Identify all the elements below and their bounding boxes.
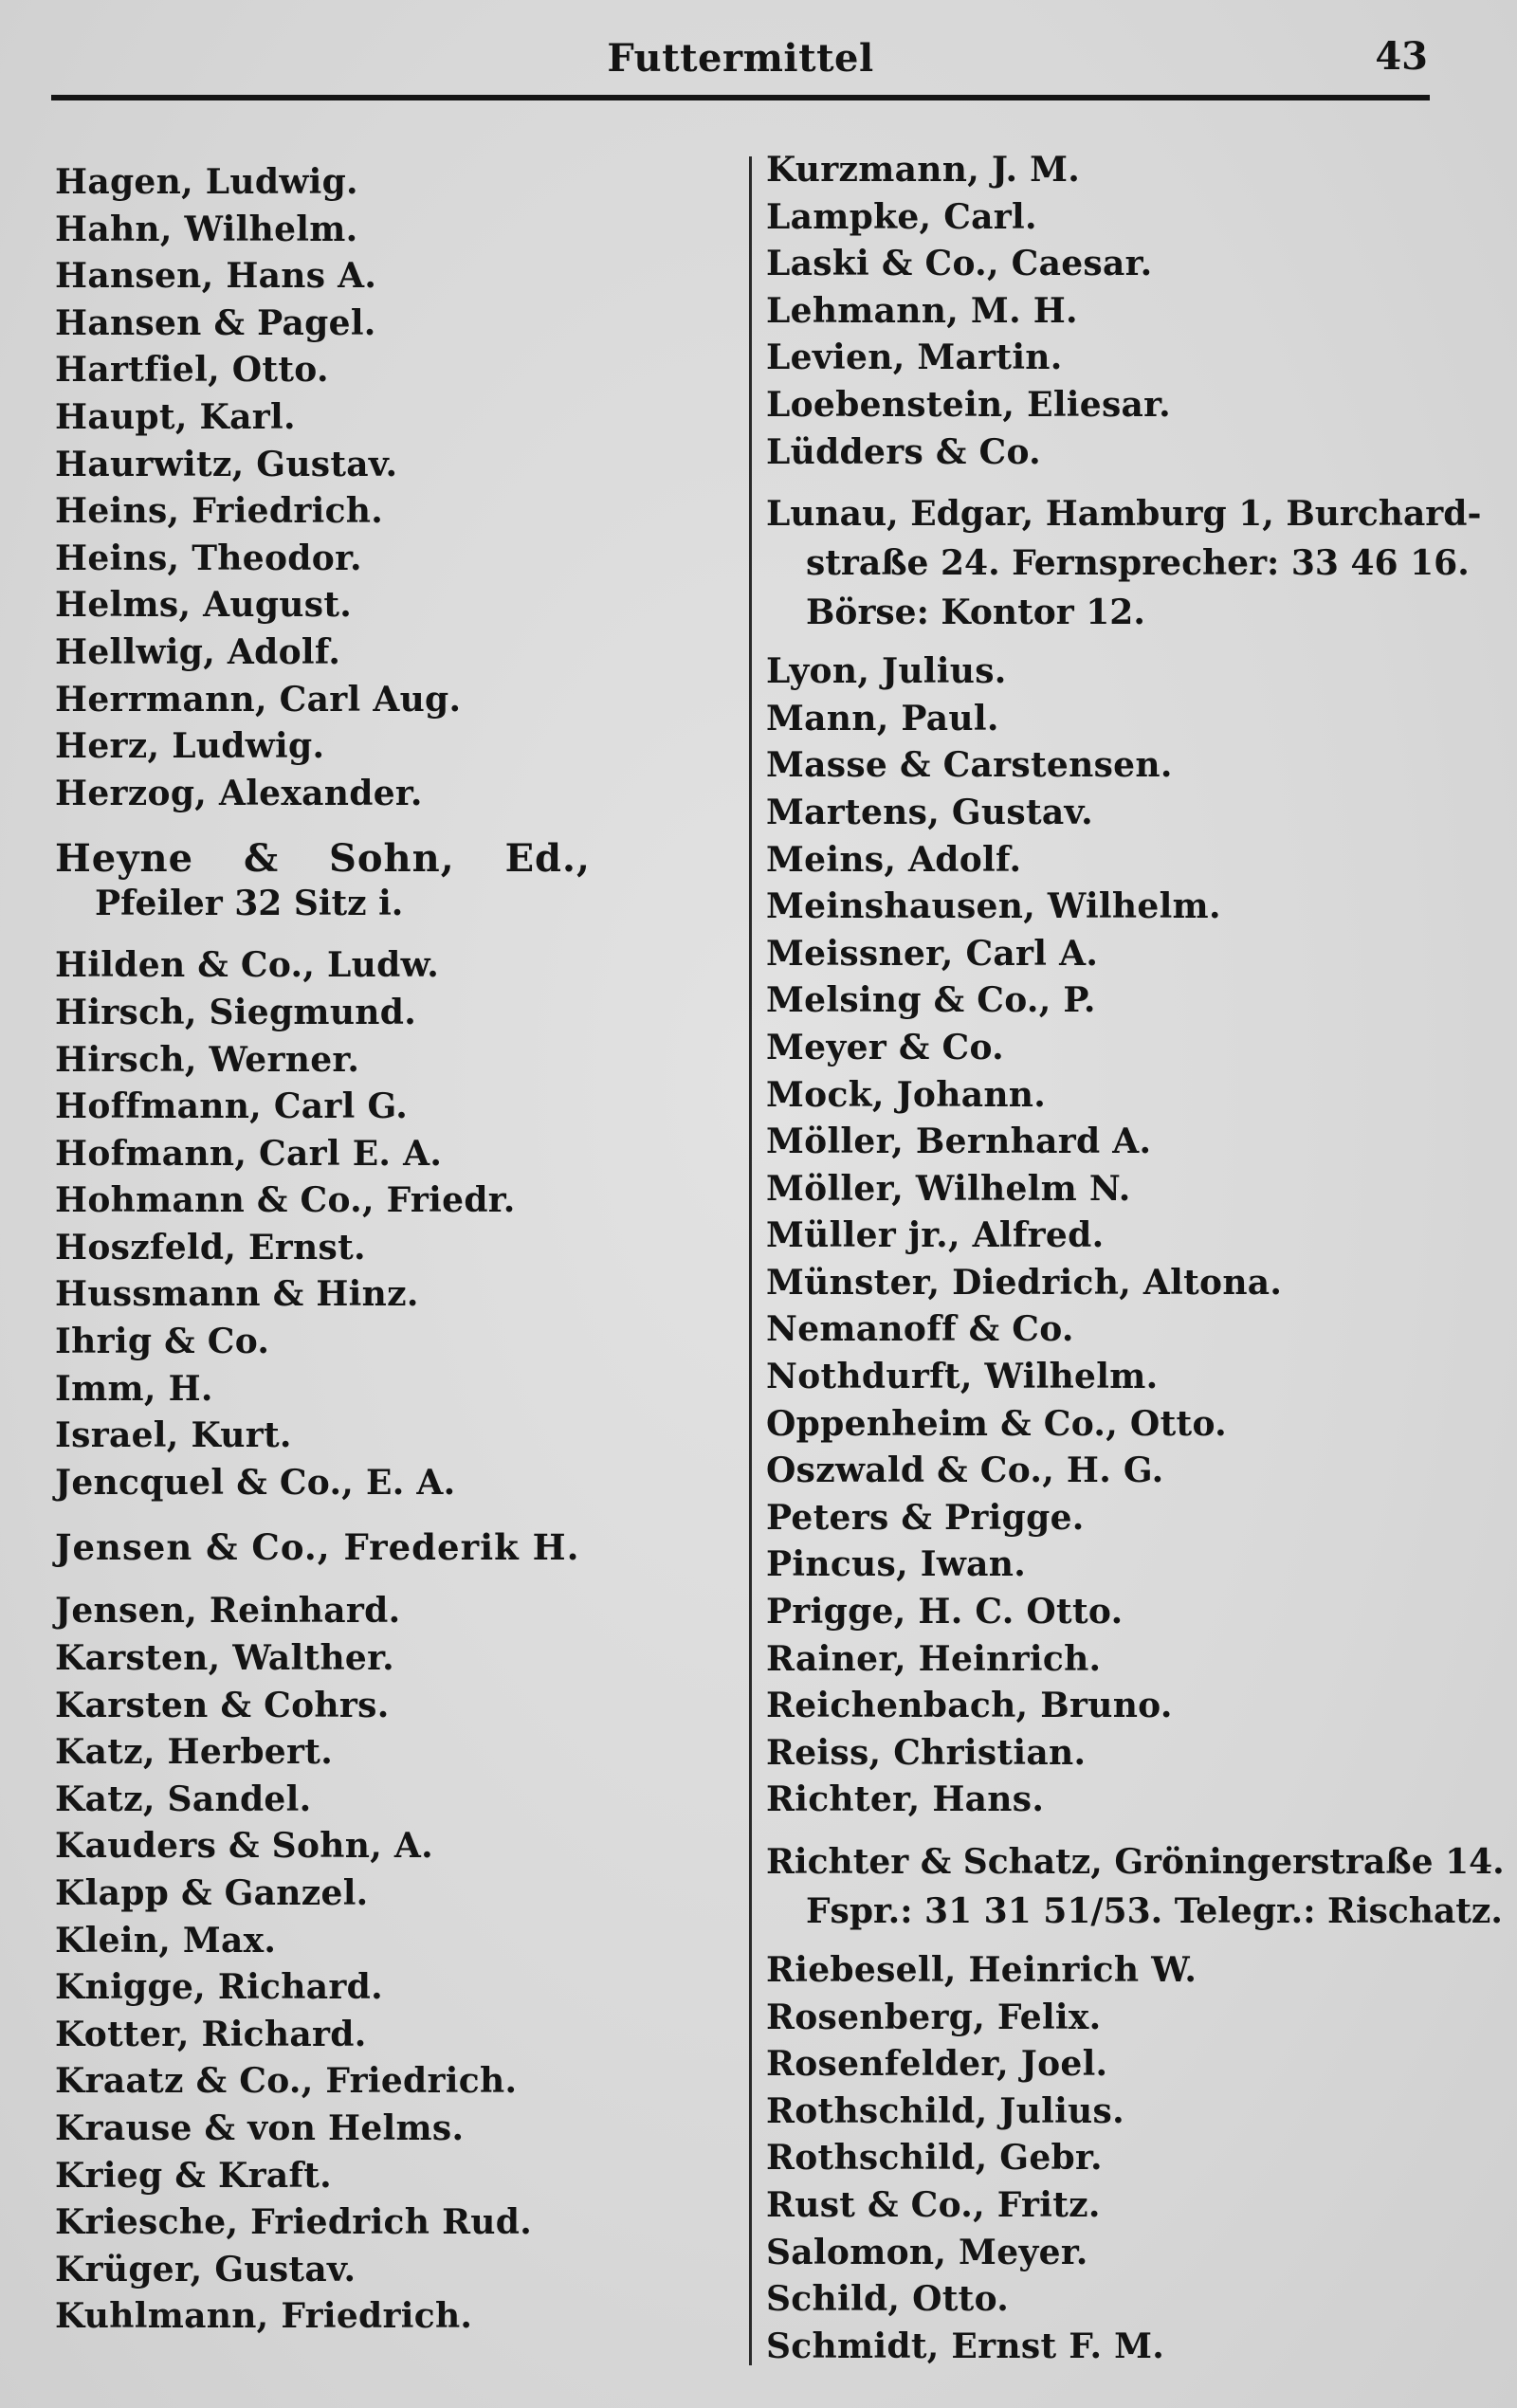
richter-schatz-line-1: Richter & Schatz, Gröningerstraße 14. (766, 1842, 1505, 1882)
list-item: Kuhlmann, Friedrich. (55, 2296, 473, 2337)
page-header (53, 27, 1428, 87)
list-item: Kriesche, Friedrich Rud. (55, 2202, 533, 2243)
richter-schatz-entry (766, 1837, 1505, 1936)
list-item: Hofmann, Carl E. A. (55, 1133, 443, 1174)
list-item: Oszwald & Co., H. G. (766, 1450, 1164, 1491)
list-item: Meinshausen, Wilhelm. (766, 886, 1221, 927)
list-item: Rosenberg, Felix. (766, 1997, 1102, 2037)
heyne-entry (55, 838, 719, 927)
list-item: Peters & Prigge. (766, 1497, 1085, 1538)
list-item: Reichenbach, Bruno. (766, 1686, 1173, 1726)
list-item: Kotter, Richard. (55, 2014, 367, 2054)
list-item: Hagen, Ludwig. (55, 162, 358, 202)
richter-schatz-line-2: Fspr.: 31 31 51/53. Telegr.: Rischatz. (806, 1891, 1503, 1931)
list-item: Salomon, Meyer. (766, 2232, 1088, 2272)
list-item: Hilden & Co., Ludw. (55, 945, 440, 986)
list-item: Pincus, Iwan. (766, 1544, 1027, 1585)
list-item: Imm, H. (55, 1368, 213, 1409)
list-item: Rainer, Heinrich. (766, 1638, 1102, 1679)
left-group-a (55, 159, 719, 817)
list-item: Katz, Herbert. (55, 1732, 334, 1773)
list-item: Haupt, Karl. (55, 396, 296, 437)
right-group-c (766, 1947, 1468, 2370)
list-item: Möller, Wilhelm N. (766, 1168, 1131, 1209)
left-group-c (55, 1588, 719, 2341)
left-group-b (55, 942, 719, 1506)
list-item: Hoszfeld, Ernst. (55, 1227, 366, 1268)
list-item: Hansen & Pagel. (55, 302, 376, 343)
list-item: Rosenfelder, Joel. (766, 2044, 1108, 2085)
list-item: Hohmann & Co., Friedr. (55, 1180, 516, 1221)
list-item: Heins, Friedrich. (55, 491, 384, 532)
list-item: Israel, Kurt. (55, 1415, 292, 1456)
list-item: Krause & von Helms. (55, 2107, 465, 2148)
list-item: Riebesell, Heinrich W. (766, 1950, 1197, 1990)
page-title: Futtermittel (607, 36, 874, 81)
list-item: Martens, Gustav. (766, 792, 1093, 832)
list-item: Herzog, Alexander. (55, 773, 423, 813)
list-item: Lampke, Carl. (766, 196, 1037, 237)
right-group-b (766, 648, 1468, 1824)
list-item: Rothschild, Julius. (766, 2090, 1124, 2131)
list-item: Hellwig, Adolf. (55, 631, 341, 672)
list-item: Kraatz & Co., Friedrich. (55, 2061, 518, 2102)
list-item: Lyon, Julius. (766, 651, 1007, 692)
list-item: Laski & Co., Caesar. (766, 244, 1153, 284)
jensen-name: Jensen & Co., Frederik H. (55, 1526, 580, 1569)
list-item: Rust & Co., Fritz. (766, 2184, 1101, 2225)
list-item: Jensen, Reinhard. (55, 1591, 401, 1632)
list-item: Hoffmann, Carl G. (55, 1086, 409, 1127)
list-item: Nothdurft, Wilhelm. (766, 1357, 1159, 1397)
list-item: Herz, Ludwig. (55, 726, 325, 767)
header-rule (51, 95, 1430, 100)
list-item: Rothschild, Gebr. (766, 2138, 1103, 2179)
page-number: 43 (1375, 34, 1428, 79)
lunau-entry (766, 489, 1482, 637)
list-item: Meyer & Co. (766, 1027, 1004, 1067)
lunau-line-3: Börse: Kontor 12. (806, 593, 1145, 633)
list-item: Knigge, Richard. (55, 1967, 383, 2008)
list-item: Lüdders & Co. (766, 431, 1042, 472)
list-item: Masse & Carstensen. (766, 745, 1173, 786)
list-item: Reiss, Christian. (766, 1732, 1087, 1773)
list-item: Richter, Hans. (766, 1779, 1045, 1820)
list-item: Hansen, Hans A. (55, 256, 377, 297)
list-item: Melsing & Co., P. (766, 980, 1096, 1021)
lunau-line-2: straße 24. Fernsprecher: 33 46 16. (806, 543, 1470, 584)
list-item: Prigge, H. C. Otto. (766, 1592, 1124, 1633)
list-item: Mock, Johann. (766, 1074, 1047, 1115)
list-item: Müller jr., Alfred. (766, 1215, 1105, 1256)
list-item: Meissner, Carl A. (766, 933, 1099, 974)
list-item: Möller, Bernhard A. (766, 1122, 1152, 1162)
list-item: Oppenheim & Co., Otto. (766, 1403, 1227, 1444)
list-item: Klapp & Ganzel. (55, 1873, 369, 1913)
list-item: Schild, Otto. (766, 2279, 1010, 2320)
list-item: Krüger, Gustav. (55, 2249, 356, 2289)
right-column (766, 147, 1505, 2370)
list-item: Karsten, Walther. (55, 1638, 394, 1679)
list-item: Kurzmann, J. M. (766, 150, 1081, 190)
list-item: Hirsch, Werner. (55, 1039, 360, 1080)
list-item: Katz, Sandel. (55, 1779, 312, 1819)
heyne-name: Heyne & Sohn, Ed., (55, 836, 591, 882)
list-item: Mann, Paul. (766, 698, 999, 739)
list-item: Hartfiel, Otto. (55, 350, 329, 391)
list-item: Helms, August. (55, 585, 353, 626)
list-item: Schmidt, Ernst F. M. (766, 2326, 1165, 2366)
list-item: Hussmann & Hinz. (55, 1274, 419, 1315)
column-divider (749, 156, 752, 2365)
list-item: Herrmann, Carl Aug. (55, 679, 462, 720)
list-item: Ihrig & Co. (55, 1322, 270, 1362)
list-item: Meins, Adolf. (766, 839, 1022, 880)
heyne-address: Pfeiler 32 Sitz i. (95, 884, 404, 924)
list-item: Hirsch, Siegmund. (55, 992, 417, 1032)
list-item: Loebenstein, Eliesar. (766, 384, 1171, 425)
right-group-a (766, 147, 1468, 476)
list-item: Lehmann, M. H. (766, 290, 1078, 331)
list-item: Heins, Theodor. (55, 538, 362, 578)
list-item: Hahn, Wilhelm. (55, 209, 358, 249)
lunau-line-1: Lunau, Edgar, Hamburg 1, Burchard- (766, 494, 1482, 535)
list-item: Münster, Diedrich, Altona. (766, 1262, 1283, 1303)
list-item: Kauders & Sohn, A. (55, 1826, 433, 1867)
jensen-entry (55, 1523, 719, 1571)
list-item: Karsten & Cohrs. (55, 1685, 390, 1725)
list-item: Jencquel & Co., E. A. (55, 1462, 456, 1503)
list-item: Krieg & Kraft. (55, 2155, 333, 2196)
list-item: Levien, Martin. (766, 337, 1063, 378)
list-item: Klein, Max. (55, 1920, 277, 1961)
list-item: Haurwitz, Gustav. (55, 444, 398, 484)
list-item: Nemanoff & Co. (766, 1309, 1074, 1350)
left-column (55, 159, 719, 2341)
